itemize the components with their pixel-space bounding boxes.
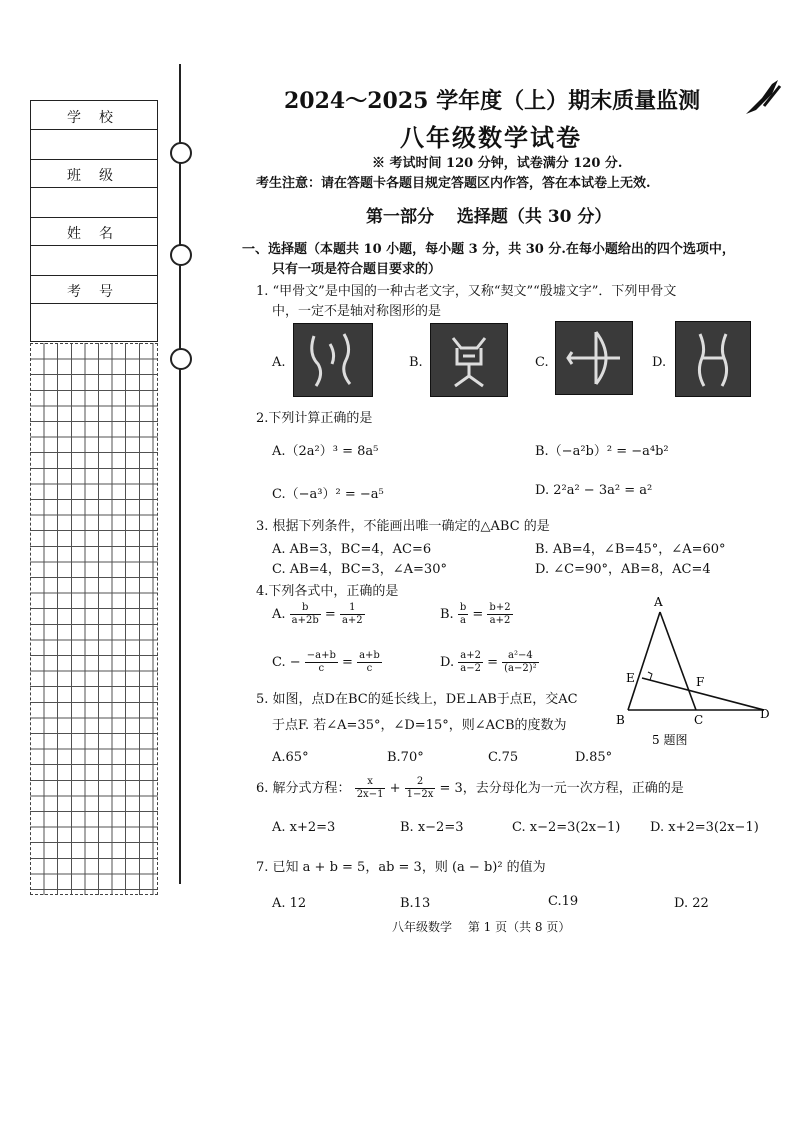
q6-option-c: C. x−2=3(2x−1) (512, 820, 621, 835)
q5-option-d: D.85° (575, 750, 613, 765)
q4-text: 4.下列各式中，正确的是 (256, 584, 399, 599)
q6-text: 6. 解分式方程： $\frac{x}{2x-1}$ + $\frac{2}{1-2x}$ = 3，去分母化为一元一次方程，正确的是 (256, 776, 684, 800)
q2-option-d: D. 2²a² − 3a² = a² (535, 483, 653, 498)
q5-figure-caption: 5 题图 (652, 733, 688, 747)
student-info-box: 学 校 班 级 姓 名 考 号 (30, 100, 158, 342)
point-e-label: E (626, 671, 635, 685)
q1-option-b: B. (409, 355, 423, 370)
part-title: 第一部分 选择题（共 30 分） (366, 207, 612, 227)
q7-option-c: C.19 (548, 894, 579, 909)
q1-text-cont: 中，一定不是轴对称图形的是 (272, 304, 442, 319)
q4-option-c: C. − $\frac{-a+b}{c}$ = $\frac{a+b}{c}$ (272, 650, 380, 674)
binding-hole (170, 244, 192, 266)
q2-option-c: C.（−a³）² = −a⁵ (272, 487, 384, 502)
point-d-label: D (760, 707, 770, 721)
q6-option-b: B. x−2=3 (400, 820, 464, 835)
q4-option-d: D. $\frac{a+2}{a-2}$ = $\frac{\text{a²−4}}{\text{(a−2)²}}$ (440, 650, 537, 674)
binding-hole (170, 348, 192, 370)
pen-mark-icon (742, 76, 782, 120)
q3-option-a: A. AB=3，BC=4，AC=6 (272, 542, 432, 557)
exam-instructions: 考生注意：请在答题卡各题目规定答题区内作答，答在本试卷上无效. (256, 176, 651, 191)
q5-option-b: B.70° (387, 750, 424, 765)
oracle-glyph-b (430, 323, 508, 397)
page-footer: 八年级数学 第 1 页（共 8 页） (392, 920, 571, 934)
exam-time-note: ※ 考试时间 120 分钟，试卷满分 120 分. (372, 156, 623, 171)
q3-option-d: D. ∠C=90°，AB=8，AC=4 (535, 562, 711, 577)
q5-figure (610, 592, 780, 752)
q2-option-a: A.（2a²）³ = 8a⁵ (272, 444, 379, 459)
q5-text: 5. 如图，点D在BC的延长线上，DE⊥AB于点E，交AC (256, 692, 578, 707)
q7-option-d: D. 22 (674, 896, 709, 911)
q6-option-d: D. x+2=3(2x−1) (650, 820, 759, 835)
answer-grid (30, 343, 158, 895)
q2-option-b: B.（−a²b）² = −a⁴b² (535, 444, 669, 459)
exam-title: 2024～2025 学年度（上）期末质量监测 (284, 88, 701, 114)
q5-text-cont: 于点F. 若∠A=35°，∠D=15°，则∠ACB的度数为 (272, 718, 567, 733)
q5-option-c: C.75 (488, 750, 519, 765)
q1-text: 1. “甲骨文”是中国的一种古老文字，又称“契文”“殷墟文字”．下列甲骨文 (256, 284, 677, 299)
binding-line (179, 64, 181, 884)
q5-option-a: A.65° (272, 750, 309, 765)
section-intro: 一、选择题（本题共 10 小题，每小题 3 分，共 30 分.在每小题给出的四个选项中， (242, 242, 735, 257)
q7-text: 7. 已知 a + b = 5，ab = 3，则 (a − b)² 的值为 (256, 860, 546, 875)
point-b-label: B (616, 713, 625, 727)
q3-option-c: C. AB=4，BC=3，∠A=30° (272, 562, 447, 577)
q1-option-c: C. (535, 355, 549, 370)
section-intro-cont: 只有一项是符合题目要求的） (272, 262, 442, 277)
q4-option-a: A. $\frac{b}{a+2b}$ = $\frac{1}{a+2}$ (272, 602, 363, 626)
oracle-glyph-d (675, 321, 751, 397)
point-a-label: A (654, 595, 663, 609)
q7-option-a: A. 12 (272, 896, 307, 911)
q7-option-b: B.13 (400, 896, 431, 911)
q3-option-b: B. AB=4，∠B=45°，∠A=60° (535, 542, 726, 557)
exam-subtitle: 八年级数学试卷 (400, 123, 582, 152)
q4-option-b: B. $\frac{b}{a}$ = $\frac{b+2}{a+2}$ (440, 602, 511, 626)
q6-option-a: A. x+2=3 (272, 820, 336, 835)
q1-option-a: A. (272, 355, 286, 370)
binding-hole (170, 142, 192, 164)
point-c-label: C (694, 713, 704, 727)
q2-text: 2.下列计算正确的是 (256, 411, 373, 426)
oracle-glyph-c (555, 321, 633, 395)
oracle-glyph-a (293, 323, 373, 397)
q1-option-d: D. (652, 355, 667, 370)
q3-text: 3. 根据下列条件，不能画出唯一确定的△ABC 的是 (256, 519, 550, 534)
point-f-label: F (696, 675, 705, 689)
